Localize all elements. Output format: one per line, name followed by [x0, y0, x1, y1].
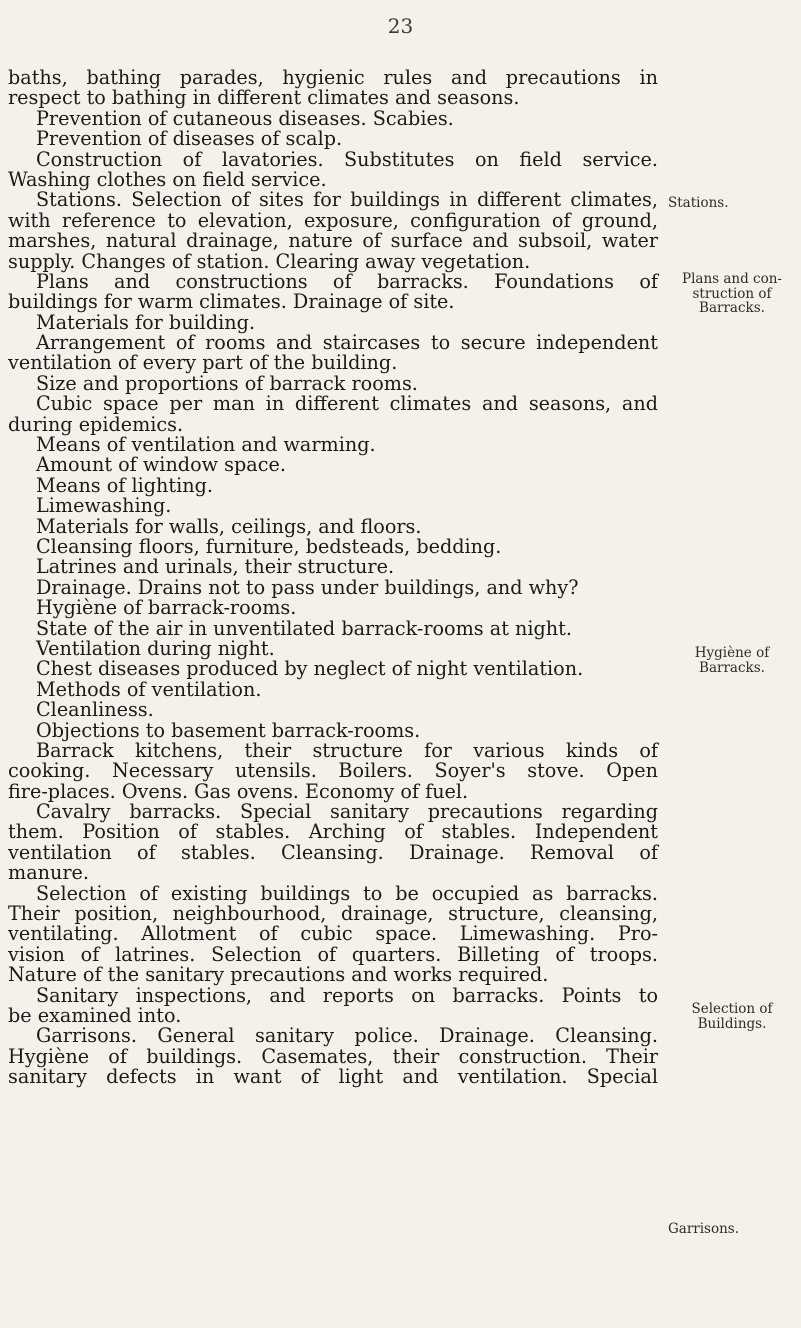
text-line: supply. Changes of station. Clearing away vegetation.	[8, 249, 531, 273]
text-line: sanitary defects in want of light and ventilation. Special	[8, 1065, 658, 1089]
page-number: 23	[387, 14, 414, 38]
text-line: State of the air in unventilated barrack-rooms at night.	[36, 616, 572, 640]
side-note-hygiene	[668, 646, 796, 675]
side-note-line: Barracks.	[699, 659, 765, 676]
text-line: Sanitary inspections, and reports on barracks. Points to	[36, 983, 658, 1007]
text-line: manure.	[8, 861, 89, 885]
side-note-plans	[668, 272, 796, 316]
text-line: Drainage. Drains not to pass under buildings, and why?	[36, 575, 579, 599]
text-line: Limewashing.	[36, 494, 172, 518]
side-note-line: Selection of	[691, 1001, 773, 1017]
side-note-line: Plans and con-	[682, 271, 782, 287]
text-line: Methods of ventilation.	[36, 677, 262, 701]
text-line: Their position, neighbourhood, drainage, structure, cleansing,	[8, 902, 658, 926]
text-line: with reference to elevation, exposure, configuration of ground,	[8, 208, 658, 232]
text-line: Hygiène of barrack-rooms.	[36, 596, 297, 620]
text-line: Selection of existing buildings to be occupied as barracks.	[36, 881, 658, 905]
text-line: Cleansing floors, furniture, bedsteads, bedding.	[36, 534, 502, 558]
text-line: Prevention of diseases of scalp.	[36, 127, 343, 151]
text-line: be examined into.	[8, 1003, 182, 1027]
text-line: ventilation of every part of the building.	[8, 351, 398, 375]
text-line: Objections to basement barrack-rooms.	[36, 718, 421, 742]
text-line: Construction of lavatories. Substitutes on field service.	[36, 147, 658, 171]
text-line: Garrisons. General sanitary police. Drainage. Cleansing.	[36, 1024, 658, 1048]
text-line: Ventilation during night.	[36, 636, 275, 660]
side-note-line: struction of	[692, 285, 772, 302]
text-line: Arrangement of rooms and staircases to secure independent	[36, 331, 658, 355]
text-line: Barrack kitchens, their structure for various kinds of	[36, 738, 658, 762]
text-line: Size and proportions of barrack rooms.	[36, 371, 418, 395]
text-line: Latrines and urinals, their structure.	[36, 555, 395, 579]
text-line: Stations. Selection of sites for buildings in different climates,	[36, 188, 658, 212]
side-note-line: Barracks.	[699, 300, 765, 316]
text-line: Prevention of cutaneous diseases. Scabies.	[36, 106, 454, 130]
side-note-garrisons	[668, 1222, 796, 1237]
text-line: them. Position of stables. Arching of stables. Independent	[8, 820, 658, 844]
side-note-line: Hygiène of	[694, 645, 770, 661]
text-line: vision of latrines. Selection of quarters. Billeting of troops.	[8, 942, 658, 966]
text-line: marshes, natural drainage, nature of surface and subsoil, water	[8, 229, 658, 253]
text-line: ventilation of stables. Cleansing. Drainage. Removal of	[8, 840, 658, 864]
text-line: Washing clothes on field service.	[8, 167, 327, 191]
body-text	[8, 68, 658, 1088]
text-line: Means of ventilation and warming.	[36, 433, 376, 457]
side-note-line: Stations.	[668, 195, 729, 211]
text-line: baths, bathing parades, hygienic rules and precautions in	[8, 66, 658, 89]
side-note-stations	[668, 196, 796, 211]
text-line: cooking. Necessary utensils. Boilers. Soyer's stove. Open	[8, 759, 658, 783]
text-line: Amount of window space.	[36, 453, 286, 477]
text-line: Cavalry barracks. Special sanitary precautions regarding	[36, 800, 658, 824]
text-line: Chest diseases produced by neglect of night ventilation.	[36, 657, 584, 681]
side-note-line: Buildings.	[697, 1015, 767, 1032]
text-line: during epidemics.	[8, 412, 184, 436]
text-line: ventilating. Allotment of cubic space. Limewashing. Pro-	[8, 922, 658, 946]
text-line: Hygiène of buildings. Casemates, their construction. Their	[8, 1044, 658, 1068]
side-note-selection	[668, 1002, 796, 1031]
text-line: Means of lighting.	[36, 473, 213, 497]
side-note-line: Garrisons.	[668, 1221, 740, 1237]
text-line: Nature of the sanitary precautions and works required.	[8, 963, 549, 987]
text-line: Materials for walls, ceilings, and floors.	[36, 514, 422, 538]
text-line: Cubic space per man in different climates and seasons, and	[36, 392, 658, 416]
text-line: fire-places. Ovens. Gas ovens. Economy of fuel.	[8, 779, 469, 803]
text-line: Cleanliness.	[36, 698, 154, 722]
text-line: Materials for building.	[36, 310, 255, 334]
text-line: Plans and constructions of barracks. Foundations of	[36, 269, 658, 293]
text-line: respect to bathing in different climates and seasons.	[8, 86, 520, 110]
text-line: buildings for warm climates. Drainage of site.	[8, 290, 455, 314]
